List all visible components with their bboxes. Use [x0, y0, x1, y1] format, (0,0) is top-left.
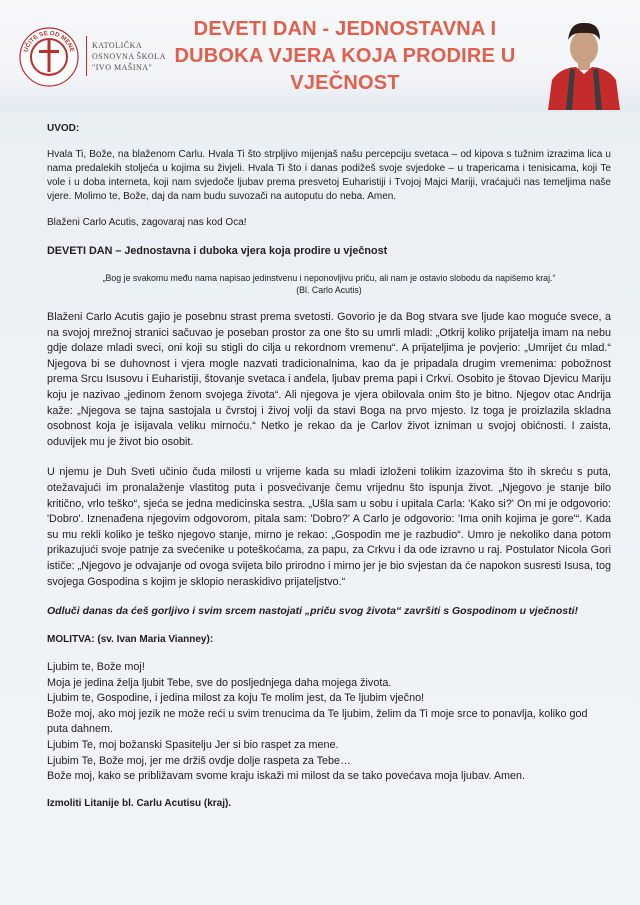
prayer-line: Ljubim te, Gospodine, i jedina milost za koju Te molim jest, da Te ljubim vječno!: [47, 692, 425, 705]
day-paragraph-1: Blaženi Carlo Acutis gajio je posebnu strast prema svetosti. Govorio je da Bog stvara sve ljude kao moguće svece, a na svojoj mrežnoj stranici sačuvao je poseban prostor za one što su umrli mladi: „Otkrij koliko prijatelja imam na nebu gdje dolaze mladi sveci, oni koji su stigli do cilja u rekordnom vremenu“. A prijateljima je povjerio: „Umrijet ću mlad.“ Njegova bi se duhovnost i vjera mogle nazvati tradicionalnima, kao da je pripadala drugim vremenima: pobožnost prema Srcu Isusovu i Euharistiji, štovanje svetaca i anđela, ljubav prema papi i Crkvi. Osobito je štovao Djevicu Mariju koju je nazivao „jedinom ženom svojega života“. Ali njegova je vjera obilovala onim što je bitno. Njegov otac Andrija kaže: „Njegova se tajna sastojala u čvrstoj i živoj volji da stavi Boga na prvo mjesto. Iz toga je proizlazila skladna osobnost koja je isijavala veliku mirnoću.“ Netko je rekao da je Carlov život izniman u svojoj obićnosti. I zaista, oduvijek mu je život bio osobit.: [47, 311, 611, 448]
logo-subtext: MAMAMA: [40, 71, 58, 77]
quote-text: „Bog je svakomu među nama napisao jedinstvenu i neponovljivu priču, ali nam je ostavio slobodu da napišemo kraj.“: [102, 273, 556, 283]
prayer-line: Bože moj, ako moj jezik ne može reći u svim trenucima da Te ljubim, želim da Ti moje srce to ponavlja, koliko god puta dahnem.: [47, 707, 588, 736]
prayer-line: Moja je jedina želja ljubit Tebe, sve do posljednjega daha mojega života.: [47, 676, 392, 689]
page-header: [0, 0, 640, 112]
intro-paragraph: Hvala Ti, Bože, na blaženom Carlu. Hvala Ti što strpljivo mijenjaš našu percepciju svetaca – od kipova s tužnim izrazima lica u nama predalekih stoljeća u kojima su živjeli. Hvala Ti što i danas podižeš svoje svjedoke – u trapericama i tenisicama, koji Te vole i u doba interneta, koji nam svjedoče ljubav prema presvetoj Euharistiji i Tvojoj Majci Mariji, vraćajući nas temeljima naše vjere. Molimo te, Bože, daj da nam budu suvozači na autoputu do neba. Amen.: [47, 149, 611, 202]
prayer-line: Ljubim Te, moj božanski Spasitelju Jer si bio raspet za mene.: [47, 739, 339, 752]
logo-motto: UČITE SE OD MENE: [22, 29, 76, 53]
closing-instruction: Izmoliti Litanije bl. Carlu Acutisu (kraj).: [47, 797, 232, 809]
resolution-text: Odluči danas da ćeš gorljivo i svim srcem nastojati „priču svog života“ završiti s Gospodinom u vječnosti!: [47, 605, 578, 618]
page-title: DEVETI DAN - JEDNOSTAVNA I DUBOKA VJERA KOJA PRODIRE U VJEČNOST: [174, 18, 516, 94]
prayer-line: Ljubim te, Bože moj!: [47, 661, 145, 674]
school-line-2: OSNOVNA ŠKOLA: [92, 52, 166, 61]
quote-author: (Bl. Carlo Acutis): [296, 285, 362, 295]
school-logo-icon: [18, 26, 80, 88]
intro-invocation: Blaženi Carlo Acutis, zagovaraj nas kod Oca!: [47, 217, 247, 228]
prayer-line: Bože moj, kako se približavam svome kraju iskaži mi milost da se tako povećava moja ljubav. Amen.: [47, 770, 526, 783]
school-line-1: KATOLIČKA: [92, 41, 143, 50]
school-line-3: "IVO MAŠINA": [92, 63, 153, 72]
logo-divider: [86, 36, 87, 76]
carlo-portrait-image: [542, 10, 626, 110]
day-paragraph-2: U njemu je Duh Sveti učinio čuda milosti u vrijeme kada su mladi izloženi tolikim izazovima što ih skreću s puta, otežavajući im pronalaženje vlastitog puta i posvećivanje čemu vrijednu što ispunja život. „Njegovo je stanje bilo kritično, vrlo teško“, sjeća se jedna medicinska sestra. „Ušla sam u sobu i upitala Carla: 'Kako si?' On mi je odgovorio: 'Dobro'. Iznenađena njegovim odgovorom, pitala sam: 'Dobro?' A Carlo je odgovorio: 'Ima onih kojima je gore'“. Kada su mu rekli koliko je teško njegovo stanje, mirno je rekao: „Gospodin me je razbudio“. Umro je nekoliko dana potom prikazujući svoje patnje za svećenike u poteškoćama, za papu, za Crkvu i da ode izravno u raj. Postulator Nicola Gori ističe: „Njegovo je odvajanje od ovoga svijeta bilo prirodno i mirno jer je bio svjestan da će napokon susresti Isusa, tog svojega Gospodina s kojim je sklopio neraskidivo prijateljstvo.“: [47, 466, 611, 588]
prayer-heading: MOLITVA: (sv. Ivan Maria Vianney):: [47, 634, 214, 646]
prayer-text: [47, 660, 611, 785]
prayer-line: Ljubim Te, Bože moj, jer me držiš ovdje dolje raspeta za Tebe…: [47, 754, 351, 767]
school-name: [92, 40, 166, 73]
intro-heading: UVOD:: [47, 123, 80, 134]
document-body: [47, 118, 611, 811]
day-heading: DEVETI DAN – Jednostavna i duboka vjera koja prodire u vječnost: [47, 245, 388, 257]
